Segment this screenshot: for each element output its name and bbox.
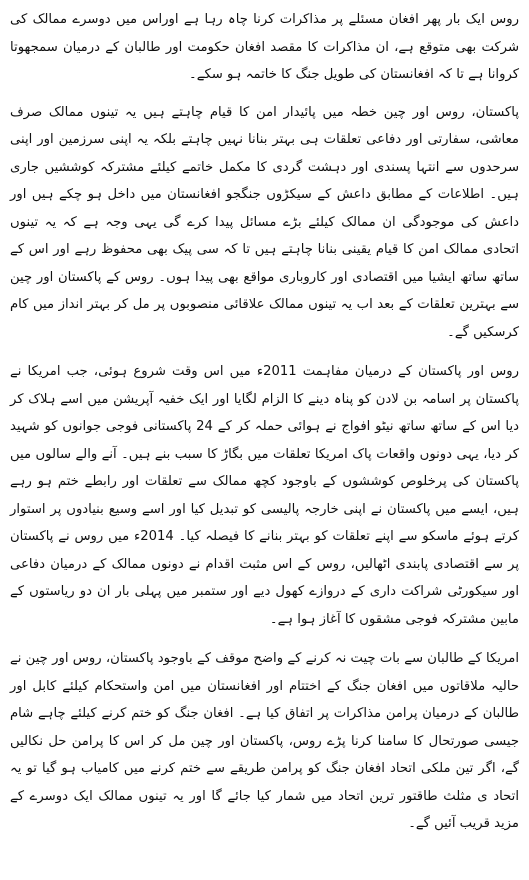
article-paragraph-4: امریکا کے طالبان سے بات چیت نہ کرنے کے واضح موقف کے باوجود پاکستان، روس اور چین نے حالیہ ملاقاتوں میں افغان جنگ کے اختتام اور افغانستان میں امن واستحکام کیلئے کابل اور طالبان کے درمیان پرامن مذاکرات پر اتفاق کیا ہے۔ افغان جنگ کو ختم کرنے کیلئے چاہے شام جیسی صورتحال کا سامنا کرنا پڑے روس، پاکستان اور چین مل کر اس کا پرامن حل نکالیں گے، اگر تین ملکی اتحاد افغان جنگ کو پرامن طریقے سے ختم کرنے میں کامیاب ہو گیا تو یہ اتحاد ی مثلث طاقتور ترین اتحاد میں شمار کیا جائے گا اور یہ تینوں ممالک ایک دوسرے کے مزید قریب آئیں گے۔ <box>10 651 519 831</box>
article-paragraph-2: پاکستان، روس اور چین خطہ میں پائیدار امن کا قیام چاہتے ہیں یہ تینوں ممالک صرف معاشی، سفارتی اور دفاعی تعلقات ہی بہتر بنانا نہیں چاہتے بلکہ یہ اپنی سرزمین اور اپنی سرحدوں سے انتہا پسندی اور دہشت گردی کا مکمل خاتمے کیلئے مشترکہ کوششیں جاری ہیں۔ اطلاعات کے مطابق داعش کے سیکڑوں جنگجو افغانستان میں داخل ہو چکے ہیں اور داعش کی موجودگی ان ممالک کیلئے بڑے مسائل پیدا کرے گی یہی وجہ ہے کہ یہ تینوں اتحادی ممالک امن کا قیام یقینی بنانا چاہتے ہیں تا کہ سی پیک بھی محفوظ رہے اور اس کے ساتھ ساتھ ایشیا میں اقتصادی اور کاروباری مواقع بھی پیدا ہوں۔ روس کے پاکستان اور چین سے بہترین تعلقات کے بعد اب یہ تینوں ممالک علاقائی منصوبوں پر مل کر بہتر انداز میں کام کرسکیں گے۔ <box>10 104 519 340</box>
article-paragraph-1: روس ایک بار پھر افغان مسئلے پر مذاکرات کرنا چاہ رہا ہے اوراس میں دوسرے ممالک کی شرکت بھی متوقع ہے، ان مذاکرات کا مقصد افغان حکومت اور طالبان کے درمیان سمجھوتا کروانا ہے تا کہ افغانستان کی طویل جنگ کا خاتمہ ہو سکے۔ <box>10 12 519 82</box>
article-paragraph-3: روس اور پاکستان کے درمیان مفاہمت 2011ء میں اس وقت شروع ہوئی، جب امریکا نے پاکستان پر اسامہ بن لادن کو پناہ دینے کا الزام لگایا اور ایک خفیہ آپریشن میں اسے ہلاک کر دیا اس کے ساتھ ساتھ نیٹو افواج نے ہوائی حملہ کر کے 24 پاکستانی فوجی جوانوں کو شہید کر دیا، یہی دونوں واقعات پاک امریکا تعلقات میں بگاڑ کا سبب بنے ہیں۔ آنے والے سالوں میں پاکستان کی پرخلوص کوششوں کے باوجود کچھ ممالک سے تعلقات اور رابطے ختم ہو رہے ہیں، ایسے میں پاکستان نے اپنی خارجہ پالیسی کو تبدیل کیا اور اسے وسیع بنیادوں پر استوار کرتے ہوئے ماسکو سے اپنے تعلقات کو بہتر بنانے کا فیصلہ کیا۔ 2014ء میں روس نے پاکستان پر سے اقتصادی پابندی اٹھالیں، روس کے اس مثبت اقدام نے دونوں ممالک کے درمیان دفاعی اور سیکورٹی شراکت داری کے دروازے کھول دیے اور ستمبر میں پہلی بار ان دو ریاستوں کے مابین مشترکہ فوجی مشقوں کا آغاز ہوا ہے۔ <box>10 364 519 627</box>
